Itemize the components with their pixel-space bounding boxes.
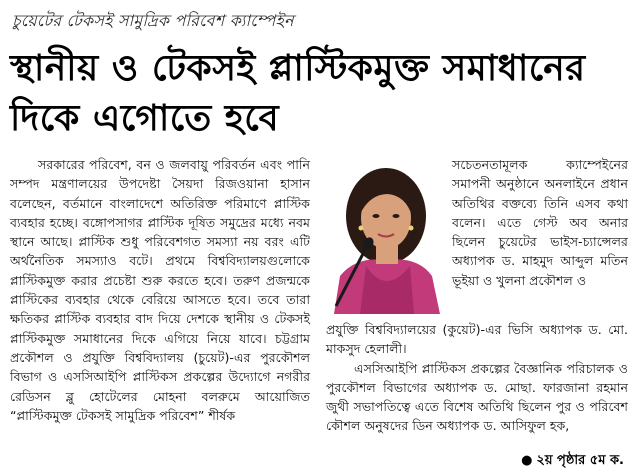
article-paragraph-1: সরকারের পরিবেশ, বন ও জলবায়ু পরিবর্তন এবং পানি সম্পদ মন্ত্রণালয়ের উপদেষ্টা সৈয়দা রিজওয়ানা হাসান বলেছেন, বর্তমানে বাংলাদেশে অতিরিক্ত পরিমাণে প্লাস্টিক ব্যবহার হচ্ছে। বঙ্গোপসাগর প্লাস্টিক দূষিত সমুদ্রের মধ্যে নবম স্থানে আছে। প্লাস্টিক শুধু পরিবেশগত সমস্যা নয় বরং এটি অর্থনৈতিক সমস্যাও বটে। প্রথমে বিশ্ববিদ্যালয়গুলোকে প্লাস্টিকমুক্ত করার প্রচেষ্টা শুরু করতে হবে। তরুণ প্রজন্মকে প্লাস্টিকের ব্যবহার থেকে বেরিয়ে আসতে হবে। তবে তারা ক্ষতিকর প্লাস্টিক ব্যবহার বাদ দিয়ে দেশকে স্থানীয় ও টেকসই প্লাস্টিকমুক্ত সমাধানের দিকে এগিয়ে নিয়ে যাবে। চট্টগ্রাম প্রকৌশল ও প্রযুক্তি বিশ্ববিদ্যালয় (চুয়েট)-এর পুরকৌশল বিভাগ ও এসসিআইপি প্লাস্টিকস প্রকল্পের উদ্যোগে নগরীর রেডিসন ব্লু হোটেলের মোহনা বলরুমে আয়োজিত “প্লাস্টিকমুক্ত টেকসই সামুদ্রিক পরিবেশ” শীর্ষক	[10, 157, 310, 423]
speaker-photo	[326, 156, 444, 314]
continuation-note	[521, 451, 624, 472]
article-left-column	[10, 155, 310, 425]
headline: স্থানীয় ও টেকসই প্লাস্টিকমুক্ত সমাধানের দিকে এগোতে হবে	[10, 48, 586, 139]
article-right-top-text: সচেতনতামূলক ক্যাম্পেইনের সমাপনী অনুষ্ঠানে অনলাইনে প্রধান অতিথির বক্তব্যে তিনি এসব কথা বলেন। এতে গেস্ট অব অনার ছিলেন চুয়েটের ভাইস-চ্যান্সেলর অধ্যাপক ড. মাহমুদ আব্দুল মতিন ভূইয়া ও খুলনা প্রকৌশল ও	[452, 157, 628, 288]
article-right-bottom-line: প্রযুক্তি বিশ্ববিদ্যালয়ের (কুয়েট)-এর ভিসি অধ্যাপক ড. মো. মাকসুদ হেলালী।	[326, 322, 628, 357]
article-right-bottom	[326, 320, 628, 436]
speaker-portrait-icon	[326, 156, 444, 314]
continuation-text: ২য় পৃষ্ঠার ৫ম ক.	[536, 453, 624, 468]
kicker-line: চুয়েটের টেকসই সামুদ্রিক পরিবেশ ক্যাম্পেইন	[12, 11, 294, 30]
article-paragraph-2: এসসিআইপি প্লাস্টিকস প্রকল্পের বৈজ্ঞানিক পরিচালক ও পুরকৌশল বিভাগের অধ্যাপক ড. মোছা. ফারজানা রহমান জুথী সভাপতিত্বে এতে বিশেষ অতিথি ছিলেন পুর ও পরিবেশ কৌশল অনুষদের ডিন অধ্যাপক ড. আসিফুল হক,	[326, 360, 628, 434]
bullet-icon: ●	[521, 453, 533, 468]
article-right-top	[452, 155, 628, 290]
